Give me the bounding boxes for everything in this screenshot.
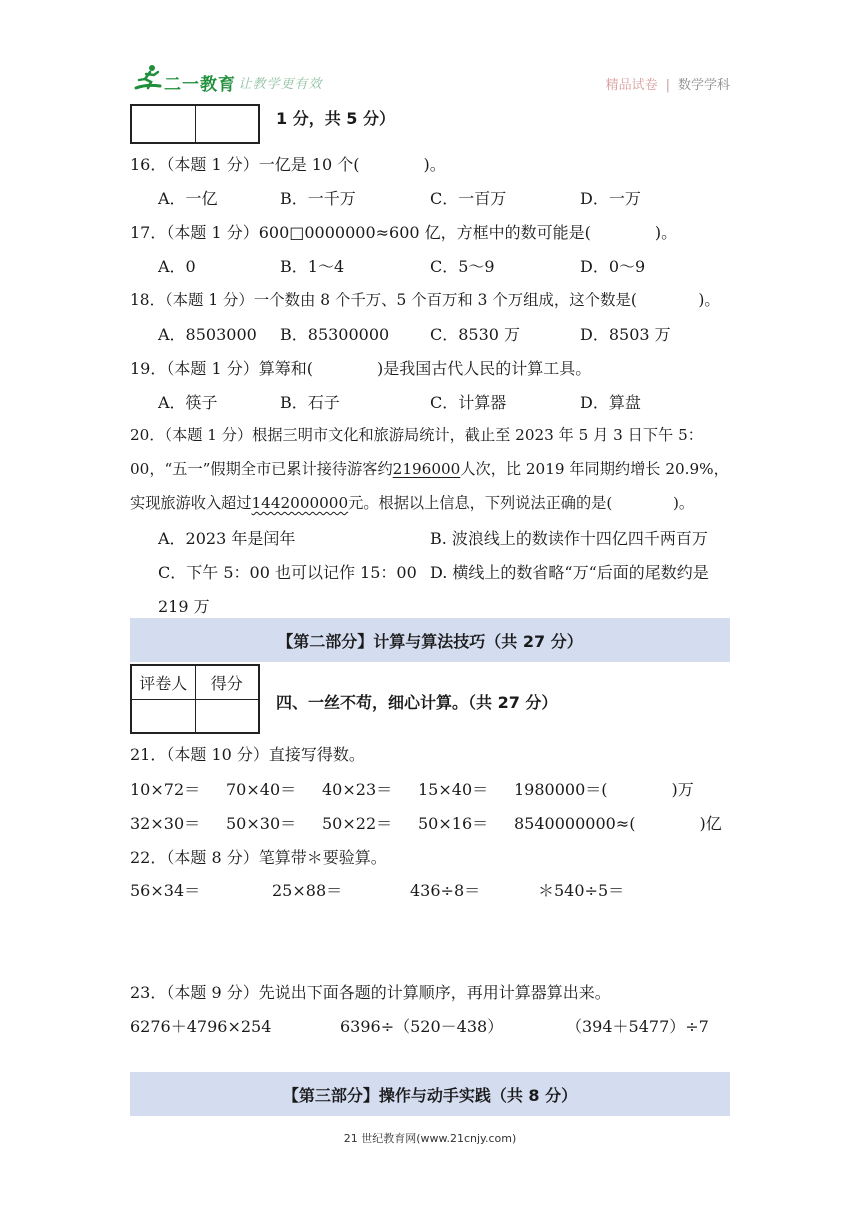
q21-item: 50×22＝ <box>322 814 393 833</box>
score-cell <box>196 700 259 733</box>
tag-quality: 精品试卷 <box>605 78 658 93</box>
q19-option-a: A．筷子 <box>158 393 218 412</box>
q16-option-b: B．一千万 <box>280 189 356 208</box>
q22-item: 25×88＝ <box>272 881 343 900</box>
logo-runner-icon <box>132 62 164 94</box>
section-4-heading: 四、一丝不苟，细心计算。（共 27 分） <box>276 693 558 712</box>
q20-wavy-number: 1442000000 <box>251 494 349 512</box>
q19-option-d: D．算盘 <box>580 393 641 412</box>
q16-option-a: A．一亿 <box>158 189 218 208</box>
q19-option-c: C．计算器 <box>430 393 507 412</box>
q22-item: 436÷8＝ <box>410 881 481 900</box>
q21-item: 50×30＝ <box>226 814 297 833</box>
q20-option-a: A．2023 年是闰年 <box>158 529 296 548</box>
q20-text: 00，“五一”假期全市已累计接待游客约 <box>130 460 393 478</box>
q20-text: 人次，比 2019 年同期约增长 20.9%， <box>460 460 729 478</box>
q21-item: 1980000＝( )万 <box>514 780 694 799</box>
q20-option-b: B. 波浪线上的数读作十四亿四千两百万 <box>430 529 708 548</box>
page-footer: 21 世纪教育网(www.21cnjy.com) <box>343 1132 517 1145</box>
q21-item: 32×30＝ <box>130 814 201 833</box>
q17-option-b: B．1～4 <box>280 257 345 276</box>
q20-option-d: D. 横线上的数省略“万“后面的尾数约是 <box>430 563 709 582</box>
header-tags <box>606 74 730 93</box>
section-2-banner: 【第二部分】计算与算法技巧（共 27 分） <box>130 618 730 662</box>
q23-item: （394＋5477）÷7 <box>566 1017 709 1036</box>
q18-option-d: D．8503 万 <box>580 325 671 344</box>
q22-item: ＊540÷5＝ <box>538 881 625 900</box>
score-cell <box>132 106 196 142</box>
score-box <box>130 664 260 734</box>
question-22: 22．（本题 8 分）笔算带＊要验算。 <box>130 848 387 867</box>
score-cell <box>196 106 259 142</box>
section-3-banner: 【第三部分】操作与动手实践（共 8 分） <box>130 1072 730 1116</box>
question-19: 19．（本题 1 分）算筹和( )是我国古代人民的计算工具。 <box>130 359 592 378</box>
q21-item: 40×23＝ <box>322 780 393 799</box>
q16-option-d: D．一万 <box>580 189 641 208</box>
q16-option-c: C．一百万 <box>430 189 507 208</box>
q20-text: 实现旅游收入超过 <box>130 494 252 512</box>
q17-option-c: C．5～9 <box>430 257 495 276</box>
question-21: 21．（本题 10 分）直接写得数。 <box>130 745 365 764</box>
q17-option-d: D．0～9 <box>580 257 646 276</box>
tag-separator: | <box>665 78 670 93</box>
logo-text: 二一教育 <box>164 75 236 95</box>
question-18: 18．（本题 1 分）一个数由 8 个千万、5 个百万和 3 个万组成，这个数是( )。 <box>130 291 720 309</box>
q23-item: 6396÷（520－438） <box>340 1017 504 1036</box>
q21-item: 10×72＝ <box>130 780 201 799</box>
q20-text: 元。根据以上信息，下列说法正确的是( )。 <box>348 494 695 512</box>
section-tail: 1 分，共 5 分） <box>276 109 395 128</box>
q18-option-a: A．8503000 <box>158 325 257 344</box>
tag-subject: 数学学科 <box>677 78 730 93</box>
q23-item: 6276＋4796×254 <box>130 1017 272 1036</box>
q21-item: 15×40＝ <box>418 780 489 799</box>
question-20-line3 <box>130 492 694 513</box>
q19-option-b: B．石子 <box>280 393 340 412</box>
slogan: / 让教学更有效 <box>228 77 323 92</box>
q21-item: 8540000000≈( )亿 <box>514 814 722 833</box>
q22-item: 56×34＝ <box>130 881 201 900</box>
question-20-line2 <box>130 458 729 479</box>
q21-item: 50×16＝ <box>418 814 489 833</box>
q21-item: 70×40＝ <box>226 780 297 799</box>
question-20-line1: 20．（本题 1 分）根据三明市文化和旅游局统计，截止至 2023 年 5 月 3 日下午 5： <box>130 426 703 444</box>
q20-option-c: C．下午 5：00 也可以记作 15：00 <box>158 563 417 582</box>
question-17: 17．（本题 1 分）600□0000000≈600 亿，方框中的数可能是( )。 <box>130 223 678 242</box>
q18-option-c: C．8530 万 <box>430 325 521 344</box>
question-16: 16．（本题 1 分）一亿是 10 个( )。 <box>130 155 446 174</box>
score-label: 得分 <box>210 673 243 693</box>
q20-underlined-number: 2196000 <box>392 460 461 478</box>
q18-option-b: B．85300000 <box>280 325 390 344</box>
grader-cell <box>132 700 196 733</box>
question-23: 23．（本题 9 分）先说出下面各题的计算顺序，再用计算器算出来。 <box>130 983 611 1002</box>
score-box-top <box>130 104 260 144</box>
q17-option-a: A．0 <box>158 257 196 276</box>
q20-option-d-cont: 219 万 <box>158 597 210 616</box>
grader-label: 评卷人 <box>132 666 196 699</box>
